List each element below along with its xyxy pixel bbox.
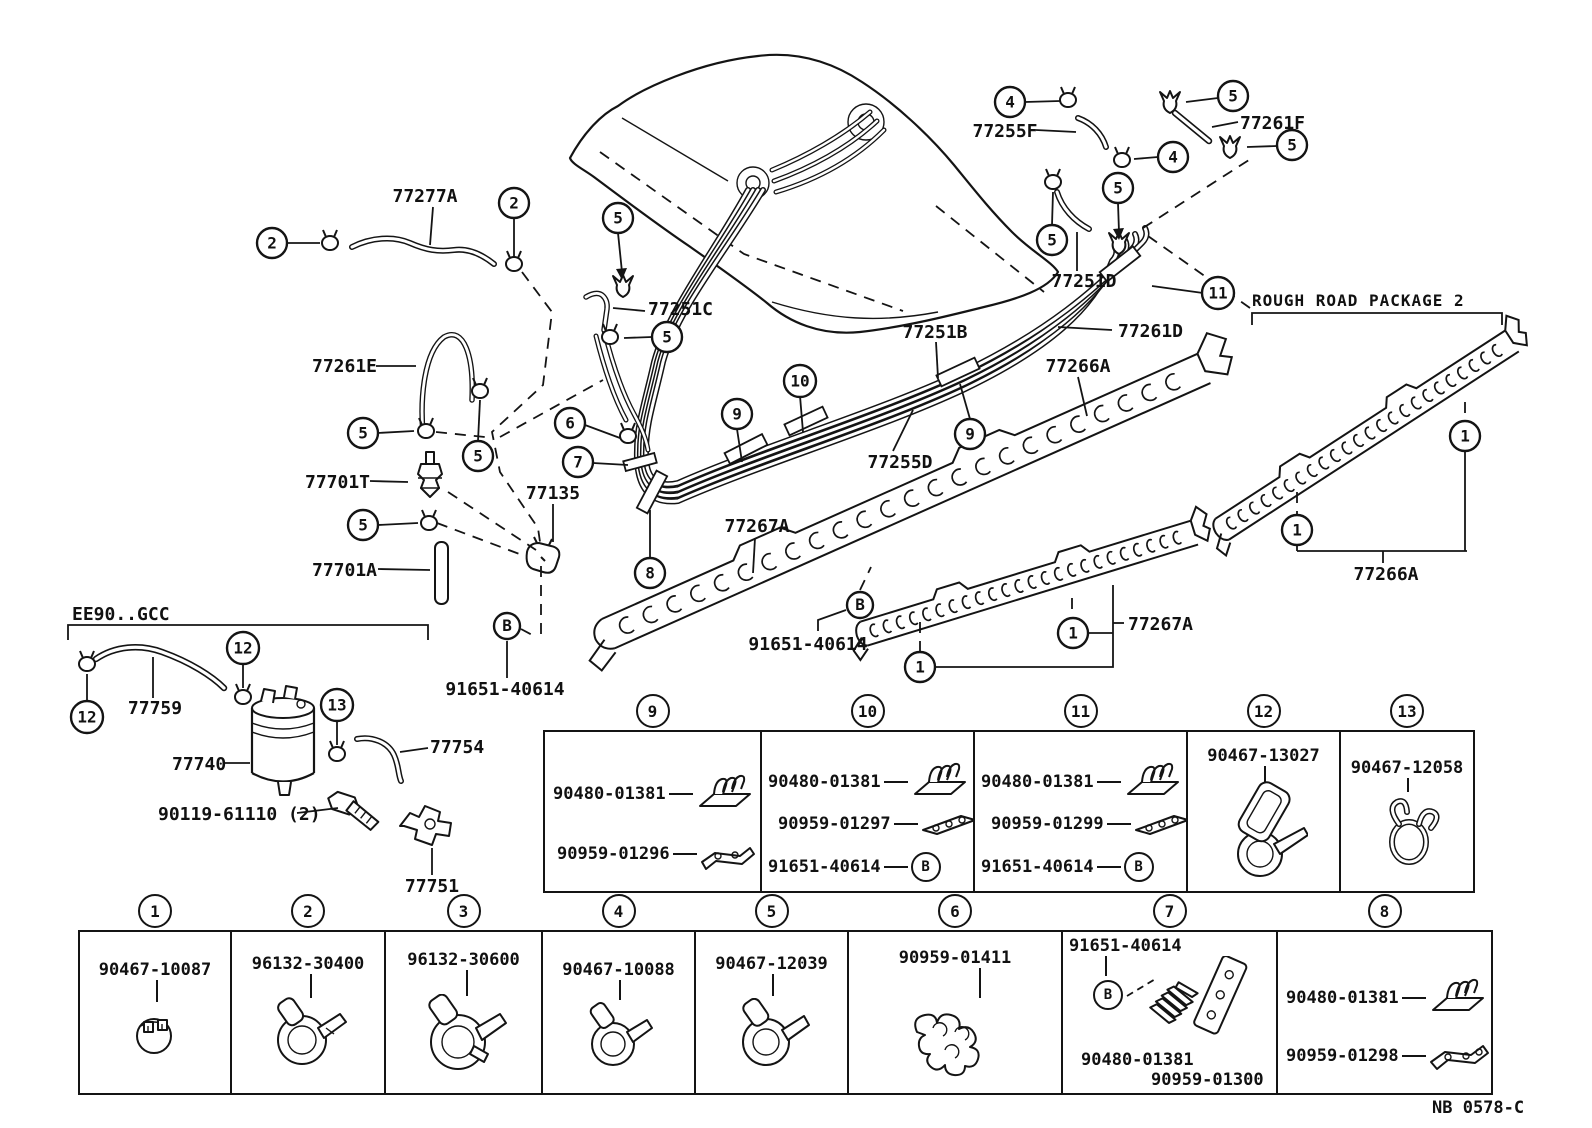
label-77261e: 77261E [312, 356, 378, 377]
cell-callout-9 [636, 694, 670, 728]
cell-callout-10 [851, 694, 885, 728]
cell-callout-3 [447, 894, 481, 928]
cell-callout-13 [1390, 694, 1424, 728]
label-77251b: 77251B [902, 322, 968, 343]
clamp-77135-drawing [527, 537, 560, 573]
label-ee90-gcc: EE90..GCC [72, 604, 170, 625]
cell-number: 8 [1379, 901, 1390, 921]
callout-number: 9 [732, 404, 742, 424]
callout-number: 8 [645, 563, 655, 583]
callout-number: 5 [358, 515, 368, 535]
cell-number: 3 [458, 901, 469, 921]
callout-number: 5 [613, 208, 623, 228]
clip-icon [79, 651, 95, 671]
cell-callout-5 [755, 894, 789, 928]
callout-8 [635, 558, 665, 588]
callout-number: 1 [1460, 426, 1470, 446]
spring-and-plate-icon [1123, 956, 1273, 1052]
wire-clamp-icon [1375, 790, 1445, 876]
bracket-icon [1429, 1038, 1491, 1074]
label-77701a: 77701A [312, 560, 378, 581]
label-77267a: 77267A [724, 516, 790, 537]
callout-5 [603, 203, 633, 233]
parts-cell-3 [384, 901, 543, 1095]
label-77277a: 77277A [392, 186, 458, 207]
cell-callout-1 [138, 894, 172, 928]
part-number: 90467-10088 [562, 960, 675, 980]
callout-number: 2 [509, 193, 519, 213]
callout-1 [1450, 421, 1480, 451]
callout-4 [1158, 142, 1188, 172]
parts-cell-5 [694, 901, 849, 1095]
label-77251c: 77251C [648, 299, 714, 320]
part-number: 90959-01298 [1286, 1046, 1399, 1066]
callout-number: 5 [1047, 230, 1057, 250]
callout-number: 4 [1168, 147, 1178, 167]
callout-number: 5 [473, 446, 483, 466]
clip-icon [1220, 136, 1240, 158]
callout-number: 5 [358, 423, 368, 443]
label-77266a: 77266A [1045, 356, 1111, 377]
cell-number: 6 [950, 901, 960, 921]
part-number: 91651-40614 [981, 857, 1094, 877]
label-77261d: 77261D [1118, 321, 1184, 342]
label-77251d: 77251D [1051, 271, 1117, 292]
clip-icon [322, 230, 338, 250]
callout-number: 1 [915, 657, 925, 677]
callout-B [911, 852, 941, 882]
cell-number: 13 [1397, 701, 1417, 721]
callout-5 [1277, 130, 1307, 160]
callout-11 [1202, 277, 1234, 309]
bracket-icon [700, 836, 756, 872]
callout-letter: B [855, 595, 865, 614]
parts-table-top [543, 701, 1475, 893]
label-77759: 77759 [127, 698, 183, 719]
label-91651-40614: 91651-40614 [748, 634, 868, 655]
label-77255f: 77255F [972, 121, 1038, 142]
callout-number: 1 [1068, 623, 1078, 643]
part-number: 90480-01381 [553, 784, 666, 804]
comb-clamp-icon [1429, 978, 1487, 1018]
hose-77251d-drawing [1057, 192, 1089, 229]
callout-B [494, 613, 520, 639]
callout-5 [1103, 173, 1133, 203]
clip-icon [421, 510, 437, 530]
label-rough-road-package: ROUGH ROAD PACKAGE 2 [1252, 291, 1465, 310]
parts-cell-4 [541, 901, 696, 1095]
callout-10 [784, 365, 816, 397]
label-77255d: 77255D [867, 452, 933, 473]
callout-6 [555, 408, 585, 438]
callout-number: 5 [1228, 86, 1238, 106]
clip-icon [1045, 169, 1061, 189]
label-77261f: 77261F [1240, 113, 1306, 134]
cell-callout-8 [1368, 894, 1402, 928]
part-number: 91651-40614 [1069, 936, 1182, 956]
clip-icon [613, 275, 633, 297]
clip-icon [418, 418, 434, 438]
cell-callout-4 [602, 894, 636, 928]
parts-cell-2 [230, 901, 386, 1095]
part-number: 90480-01381 [1081, 1050, 1194, 1070]
label-77701t: 77701T [305, 472, 371, 493]
cell-callout-6 [938, 894, 972, 928]
plate-icon [1134, 810, 1190, 838]
part-number: 90959-01296 [557, 844, 670, 864]
callout-number: 1 [1292, 520, 1302, 540]
tube-clamp-icon [128, 1004, 184, 1060]
callout-12 [227, 632, 259, 664]
callout-B [1093, 980, 1123, 1010]
callout-number: 6 [565, 413, 575, 433]
callout-5 [463, 441, 493, 471]
label-90119-61110: 90119-61110 (2) [158, 804, 321, 825]
label-77740: 77740 [172, 754, 227, 775]
part-number: 90959-01297 [778, 814, 891, 834]
label-77754: 77754 [430, 737, 485, 758]
callout-9 [722, 399, 752, 429]
tube-clamp-icon [270, 996, 352, 1070]
valve-77751-drawing [400, 806, 451, 845]
callout-number: 2 [267, 233, 277, 253]
callout-B [847, 592, 873, 618]
callout-number: 12 [77, 707, 97, 727]
parts-cell-13 [1339, 701, 1475, 893]
callout-2 [499, 188, 529, 218]
callout-1 [1058, 618, 1088, 648]
callout-number: 7 [573, 452, 583, 472]
hose-clamp-icon [1224, 778, 1308, 886]
clip-icon [472, 378, 488, 398]
callout-2 [257, 228, 287, 258]
callout-1 [905, 652, 935, 682]
callout-number: 11 [1208, 283, 1228, 303]
clip-icon [1160, 91, 1180, 113]
part-number: 90959-01411 [898, 948, 1012, 968]
cell-number: 9 [647, 701, 658, 721]
callout-number: 5 [662, 327, 672, 347]
hose-77255f-drawing [1078, 118, 1106, 147]
hose-77759-drawing [96, 647, 224, 688]
callout-number: 10 [790, 371, 810, 391]
callout-letter: B [502, 616, 512, 635]
callout-number: 4 [1005, 92, 1015, 112]
part-number: 91651-40614 [768, 857, 881, 877]
parts-cell-10 [760, 701, 975, 893]
callout-5 [1037, 225, 1067, 255]
label-91651-40614: 91651-40614 [445, 679, 565, 700]
part-number: 90959-01299 [991, 814, 1104, 834]
cell-number: 1 [150, 901, 160, 921]
cell-number: 2 [303, 901, 313, 921]
callout-number: 5 [1113, 178, 1123, 198]
check-valve-77701t-drawing [418, 452, 442, 497]
part-number: 90480-01381 [981, 772, 1094, 792]
fuel-tank-drawing [570, 55, 1058, 333]
part-number: 90467-13027 [1207, 746, 1320, 766]
label-77751: 77751 [404, 876, 460, 897]
part-number: 90467-12039 [715, 954, 828, 974]
callout-5 [1218, 81, 1248, 111]
label-77135: 77135 [525, 483, 581, 504]
tube-77701a-drawing [435, 542, 448, 604]
hose-77261f-drawing [1175, 113, 1209, 141]
cell-callout-7 [1153, 894, 1187, 928]
callout-4 [995, 87, 1025, 117]
parts-cell-7 [1061, 901, 1278, 1095]
parts-cell-12 [1186, 701, 1341, 893]
hose-77754-drawing [357, 738, 401, 781]
callout-1 [1282, 515, 1312, 545]
clip-icon [602, 324, 618, 344]
parts-cell-11 [973, 701, 1188, 893]
cell-callout-11 [1064, 694, 1098, 728]
parts-cell-6 [847, 901, 1063, 1095]
cell-number: 10 [857, 701, 878, 721]
part-number: 90467-10087 [98, 960, 212, 980]
part-number: 90467-12058 [1350, 758, 1464, 778]
comb-clamp-icon [911, 762, 969, 802]
callout-B [1124, 852, 1154, 882]
cell-callout-12 [1247, 694, 1281, 728]
callout-13 [321, 689, 353, 721]
callout-9 [955, 419, 985, 449]
hose-77277a-drawing [352, 238, 494, 264]
tube-clamp-icon [585, 1002, 659, 1070]
tube-clamp-icon [422, 994, 510, 1074]
callout-number: 9 [965, 424, 975, 444]
comb-clamp-icon [696, 774, 754, 814]
parts-cell-9 [543, 701, 762, 893]
routing-dashes [436, 158, 1465, 652]
part-number: 96132-30600 [407, 950, 520, 970]
part-number: 96132-30400 [251, 954, 365, 974]
cell-number: 4 [613, 901, 624, 921]
double-tube-clamp-icon [907, 998, 1011, 1078]
callout-7 [563, 447, 593, 477]
parts-cell-8 [1276, 901, 1493, 1095]
comb-clamp-icon [1124, 762, 1182, 802]
bolt-90119-drawing [323, 790, 383, 832]
drawing-code: NB 0578-C [1432, 1098, 1525, 1118]
callout-letter: B [1103, 987, 1113, 1003]
cell-number: 12 [1253, 701, 1274, 721]
clip-icon [1060, 87, 1076, 107]
callout-number: 5 [1287, 135, 1297, 155]
part-number: 90480-01381 [1286, 988, 1399, 1008]
part-number: 90959-01300 [1151, 1070, 1264, 1090]
label-77267a-right: 77267A [1128, 614, 1194, 635]
parts-cell-1 [78, 901, 232, 1095]
cell-number: 7 [1164, 901, 1175, 921]
hose-77261e-drawing [422, 335, 472, 433]
callout-5 [348, 418, 378, 448]
parts-table-bottom [78, 901, 1493, 1095]
tube-clamp-icon [736, 998, 814, 1070]
clip-icon [620, 423, 636, 443]
label-77266a-rough-road: 77266A [1353, 564, 1419, 585]
cell-number: 11 [1070, 701, 1091, 721]
cell-number: 5 [766, 901, 777, 921]
part-number: 90480-01381 [768, 772, 881, 792]
callout-letter: B [1134, 859, 1143, 875]
callout-5 [348, 510, 378, 540]
canister-77740-drawing [252, 686, 314, 795]
callout-5 [652, 322, 682, 352]
callout-number: 12 [233, 638, 253, 658]
cell-callout-2 [291, 894, 325, 928]
clip-icon [1114, 147, 1130, 167]
plate-icon [921, 810, 977, 838]
tube-protector-rail-77267a [843, 505, 1218, 662]
callout-number: 13 [327, 695, 347, 715]
rough-road-rail-drawing [1197, 311, 1540, 557]
callout-letter: B [921, 859, 930, 875]
callout-12 [71, 701, 103, 733]
